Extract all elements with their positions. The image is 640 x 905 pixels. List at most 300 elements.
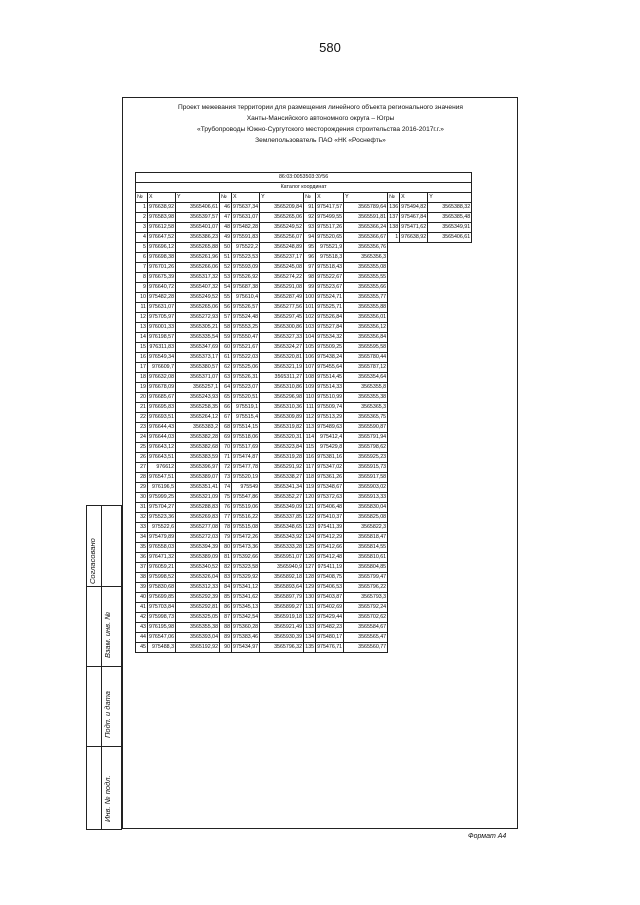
header-col-x: X bbox=[148, 193, 176, 203]
y-coordinate: 3565388,32 bbox=[428, 203, 472, 213]
point-number: 106 bbox=[304, 353, 316, 363]
point-number: 1 bbox=[388, 233, 400, 243]
table-body bbox=[136, 203, 472, 653]
empty-cell bbox=[388, 413, 400, 423]
y-coordinate: 3565382,28 bbox=[176, 433, 220, 443]
y-coordinate: 3565917,58 bbox=[344, 473, 388, 483]
y-coordinate: 3565355,38 bbox=[176, 623, 220, 633]
point-number: 7 bbox=[136, 263, 148, 273]
empty-cell bbox=[388, 443, 400, 453]
y-coordinate: 3565311,27 bbox=[260, 373, 304, 383]
point-number: 133 bbox=[304, 623, 316, 633]
table-row bbox=[136, 293, 472, 303]
table-row bbox=[136, 273, 472, 283]
y-coordinate: 3565406,61 bbox=[176, 203, 220, 213]
table-row bbox=[136, 633, 472, 643]
point-number: 62 bbox=[220, 363, 232, 373]
empty-cell bbox=[388, 303, 400, 313]
y-coordinate: 3565296,98 bbox=[260, 393, 304, 403]
y-coordinate: 3565394,39 bbox=[176, 543, 220, 553]
point-number: 42 bbox=[136, 613, 148, 623]
x-coordinate: 976696,12 bbox=[148, 243, 176, 253]
table-row bbox=[136, 503, 472, 513]
point-number: 6 bbox=[136, 253, 148, 263]
x-coordinate: 975341,12 bbox=[232, 583, 260, 593]
point-number: 73 bbox=[220, 473, 232, 483]
y-coordinate: 3565792,24 bbox=[344, 603, 388, 613]
point-number: 19 bbox=[136, 383, 148, 393]
x-coordinate: 975472,26 bbox=[232, 533, 260, 543]
point-number: 11 bbox=[136, 303, 148, 313]
y-coordinate: 3565899,27 bbox=[260, 603, 304, 613]
table-row bbox=[136, 553, 472, 563]
point-number: 95 bbox=[304, 243, 316, 253]
empty-cell bbox=[400, 603, 428, 613]
side-stamp bbox=[86, 505, 122, 830]
x-coordinate: 976059,21 bbox=[148, 563, 176, 573]
empty-cell bbox=[400, 333, 428, 343]
x-coordinate: 975637,34 bbox=[232, 203, 260, 213]
x-coordinate: 975514,33 bbox=[316, 383, 344, 393]
x-coordinate: 976640,72 bbox=[148, 283, 176, 293]
point-number: 43 bbox=[136, 623, 148, 633]
table-title: Каталог координат bbox=[136, 183, 472, 193]
y-coordinate: 3565897,79 bbox=[260, 593, 304, 603]
x-coordinate: 975476,71 bbox=[316, 643, 344, 653]
empty-cell bbox=[400, 323, 428, 333]
empty-cell bbox=[400, 453, 428, 463]
y-coordinate: 3565349,91 bbox=[428, 223, 472, 233]
header-line-3: «Трубопроводы Южно-Сургутского месторождения строительства 2016-2017г.г.» bbox=[197, 126, 444, 133]
empty-cell bbox=[388, 573, 400, 583]
point-number: 48 bbox=[220, 223, 232, 233]
point-number: 58 bbox=[220, 323, 232, 333]
x-coordinate: 975523,36 bbox=[148, 513, 176, 523]
x-coordinate: 975474,87 bbox=[232, 453, 260, 463]
point-number: 129 bbox=[304, 583, 316, 593]
point-number: 69 bbox=[220, 433, 232, 443]
stamp-divider bbox=[87, 586, 121, 587]
y-coordinate: 3565348,65 bbox=[260, 523, 304, 533]
x-coordinate: 975342,54 bbox=[232, 613, 260, 623]
x-coordinate: 975438,24 bbox=[316, 353, 344, 363]
y-coordinate: 3565355,8 bbox=[344, 383, 388, 393]
y-coordinate: 3565258,35 bbox=[176, 403, 220, 413]
empty-cell bbox=[428, 533, 472, 543]
empty-cell bbox=[400, 573, 428, 583]
x-coordinate: 976644,43 bbox=[148, 423, 176, 433]
x-coordinate: 975517,26 bbox=[316, 223, 344, 233]
empty-cell bbox=[388, 433, 400, 443]
y-coordinate: 3565366,67 bbox=[344, 233, 388, 243]
y-coordinate: 3565352,27 bbox=[260, 493, 304, 503]
y-coordinate: 3565915,73 bbox=[344, 463, 388, 473]
cadastral-row bbox=[136, 173, 472, 183]
table-row bbox=[136, 353, 472, 363]
y-coordinate: 3565349,09 bbox=[260, 503, 304, 513]
stamp-sign-date-label: Подп. и дата bbox=[103, 691, 112, 738]
point-number: 10 bbox=[136, 293, 148, 303]
point-number: 35 bbox=[136, 543, 148, 553]
empty-cell bbox=[428, 523, 472, 533]
point-number: 102 bbox=[304, 313, 316, 323]
x-coordinate: 975411,39 bbox=[316, 523, 344, 533]
empty-cell bbox=[388, 633, 400, 643]
y-coordinate: 3565560,77 bbox=[344, 643, 388, 653]
x-coordinate: 976195,98 bbox=[148, 623, 176, 633]
y-coordinate: 3565814,55 bbox=[344, 543, 388, 553]
y-coordinate: 3565565,47 bbox=[344, 633, 388, 643]
point-number: 112 bbox=[304, 413, 316, 423]
point-number: 39 bbox=[136, 583, 148, 593]
point-number: 74 bbox=[220, 483, 232, 493]
point-number: 44 bbox=[136, 633, 148, 643]
x-coordinate: 975518,3 bbox=[316, 253, 344, 263]
x-coordinate: 975467,84 bbox=[400, 213, 428, 223]
point-number: 77 bbox=[220, 513, 232, 523]
x-coordinate: 976647,52 bbox=[148, 233, 176, 243]
y-coordinate: 3565366,24 bbox=[344, 223, 388, 233]
y-coordinate: 3565265,88 bbox=[176, 243, 220, 253]
stamp-inv-original-label: Инв. № подл. bbox=[103, 775, 112, 822]
table-row bbox=[136, 333, 472, 343]
point-number: 88 bbox=[220, 623, 232, 633]
empty-cell bbox=[428, 513, 472, 523]
x-coordinate: 975455,64 bbox=[316, 363, 344, 373]
y-coordinate: 3565291,08 bbox=[260, 283, 304, 293]
point-number: 15 bbox=[136, 343, 148, 353]
point-number: 61 bbox=[220, 353, 232, 363]
point-number: 8 bbox=[136, 273, 148, 283]
x-coordinate: 975547,86 bbox=[232, 493, 260, 503]
y-coordinate: 3565347,69 bbox=[176, 343, 220, 353]
header-col-no: № bbox=[388, 193, 400, 203]
point-number: 132 bbox=[304, 613, 316, 623]
x-coordinate: 976001,33 bbox=[148, 323, 176, 333]
y-coordinate: 3565799,47 bbox=[344, 573, 388, 583]
x-coordinate: 975522,03 bbox=[232, 353, 260, 363]
y-coordinate: 3565292,81 bbox=[176, 603, 220, 613]
empty-cell bbox=[428, 593, 472, 603]
y-coordinate: 3565335,54 bbox=[176, 333, 220, 343]
point-number: 33 bbox=[136, 523, 148, 533]
y-coordinate: 3565325,05 bbox=[176, 613, 220, 623]
header-col-y: Y bbox=[344, 193, 388, 203]
empty-cell bbox=[388, 383, 400, 393]
y-coordinate: 3565385,48 bbox=[428, 213, 472, 223]
x-coordinate: 975515,08 bbox=[232, 523, 260, 533]
y-coordinate: 3565319,28 bbox=[260, 453, 304, 463]
empty-cell bbox=[428, 383, 472, 393]
x-coordinate: 975998,52 bbox=[148, 573, 176, 583]
x-coordinate: 975704,27 bbox=[148, 503, 176, 513]
x-coordinate: 975471,62 bbox=[400, 223, 428, 233]
point-number: 120 bbox=[304, 493, 316, 503]
x-coordinate: 975341,62 bbox=[232, 593, 260, 603]
header-col-no: № bbox=[304, 193, 316, 203]
y-coordinate: 3565272,93 bbox=[176, 313, 220, 323]
empty-cell bbox=[400, 473, 428, 483]
x-coordinate: 975323,58 bbox=[232, 563, 260, 573]
point-number: 89 bbox=[220, 633, 232, 643]
header-col-x: X bbox=[400, 193, 428, 203]
empty-cell bbox=[388, 423, 400, 433]
x-coordinate: 976695,83 bbox=[148, 403, 176, 413]
empty-cell bbox=[388, 493, 400, 503]
empty-cell bbox=[400, 503, 428, 513]
x-coordinate: 975360,28 bbox=[232, 623, 260, 633]
x-coordinate: 975510,99 bbox=[316, 393, 344, 403]
x-coordinate: 975521,9 bbox=[316, 243, 344, 253]
coordinate-catalog-table bbox=[135, 172, 472, 653]
empty-cell bbox=[388, 623, 400, 633]
empty-cell bbox=[400, 633, 428, 643]
empty-cell bbox=[388, 263, 400, 273]
y-coordinate: 3565389,07 bbox=[176, 473, 220, 483]
x-coordinate: 976471,32 bbox=[148, 553, 176, 563]
table-row bbox=[136, 643, 472, 653]
empty-cell bbox=[388, 553, 400, 563]
point-number: 12 bbox=[136, 313, 148, 323]
point-number: 113 bbox=[304, 423, 316, 433]
empty-cell bbox=[388, 353, 400, 363]
y-coordinate: 3565798,62 bbox=[344, 443, 388, 453]
y-coordinate: 3565249,52 bbox=[176, 293, 220, 303]
point-number: 20 bbox=[136, 393, 148, 403]
empty-cell bbox=[388, 593, 400, 603]
point-number: 41 bbox=[136, 603, 148, 613]
y-coordinate: 3565265,06 bbox=[260, 213, 304, 223]
y-coordinate: 3565913,33 bbox=[344, 493, 388, 503]
empty-cell bbox=[400, 493, 428, 503]
y-coordinate: 3565324,27 bbox=[260, 343, 304, 353]
empty-cell bbox=[388, 243, 400, 253]
x-coordinate: 975499,55 bbox=[316, 213, 344, 223]
table-row bbox=[136, 383, 472, 393]
empty-cell bbox=[388, 343, 400, 353]
x-coordinate: 975549 bbox=[232, 483, 260, 493]
point-number: 134 bbox=[304, 633, 316, 643]
y-coordinate: 3565317,32 bbox=[176, 273, 220, 283]
table-row bbox=[136, 523, 472, 533]
table-row bbox=[136, 303, 472, 313]
empty-cell bbox=[428, 443, 472, 453]
table-row bbox=[136, 543, 472, 553]
point-number: 13 bbox=[136, 323, 148, 333]
y-coordinate: 3565341,34 bbox=[260, 483, 304, 493]
x-coordinate: 975412,48 bbox=[316, 553, 344, 563]
x-coordinate: 976698,38 bbox=[148, 253, 176, 263]
empty-cell bbox=[400, 253, 428, 263]
x-coordinate: 975610,4 bbox=[232, 293, 260, 303]
x-coordinate: 975392,66 bbox=[232, 553, 260, 563]
empty-cell bbox=[428, 373, 472, 383]
y-coordinate: 3565893,64 bbox=[260, 583, 304, 593]
point-number: 96 bbox=[304, 253, 316, 263]
table-row bbox=[136, 363, 472, 373]
header-line-4: Землепользователь ПАО «НК «Роснефть» bbox=[255, 137, 386, 144]
x-coordinate: 976638,92 bbox=[400, 233, 428, 243]
empty-cell bbox=[400, 553, 428, 563]
stamp-agreed-label: Согласовано bbox=[88, 538, 97, 584]
y-coordinate: 3565810,61 bbox=[344, 553, 388, 563]
empty-cell bbox=[388, 533, 400, 543]
x-coordinate: 975526,31 bbox=[232, 373, 260, 383]
empty-cell bbox=[388, 563, 400, 573]
point-number: 109 bbox=[304, 383, 316, 393]
x-coordinate: 975473,36 bbox=[232, 543, 260, 553]
x-coordinate: 975699,85 bbox=[148, 593, 176, 603]
table-row bbox=[136, 443, 472, 453]
x-coordinate: 976609,7 bbox=[148, 363, 176, 373]
point-number: 91 bbox=[304, 203, 316, 213]
table-row bbox=[136, 343, 472, 353]
point-number: 36 bbox=[136, 553, 148, 563]
y-coordinate: 3565351,41 bbox=[176, 483, 220, 493]
y-coordinate: 3565277,08 bbox=[176, 523, 220, 533]
point-number: 37 bbox=[136, 563, 148, 573]
x-coordinate: 976558,03 bbox=[148, 543, 176, 553]
x-coordinate: 976644,03 bbox=[148, 433, 176, 443]
x-coordinate: 975687,38 bbox=[232, 283, 260, 293]
x-coordinate: 975705,97 bbox=[148, 313, 176, 323]
table-row bbox=[136, 573, 472, 583]
point-number: 117 bbox=[304, 463, 316, 473]
y-coordinate: 3565383,2 bbox=[176, 423, 220, 433]
table-row bbox=[136, 423, 472, 433]
point-number: 53 bbox=[220, 273, 232, 283]
empty-cell bbox=[428, 643, 472, 653]
empty-cell bbox=[400, 283, 428, 293]
y-coordinate: 3565320,31 bbox=[260, 433, 304, 443]
y-coordinate: 3565365,75 bbox=[344, 413, 388, 423]
y-coordinate: 3565590,87 bbox=[344, 423, 388, 433]
x-coordinate: 975434,97 bbox=[232, 643, 260, 653]
y-coordinate: 3565265,06 bbox=[176, 303, 220, 313]
point-number: 105 bbox=[304, 343, 316, 353]
stamp-inv-replace-label: Взам. инв. № bbox=[103, 611, 112, 658]
empty-cell bbox=[400, 243, 428, 253]
y-coordinate: 3565903,02 bbox=[344, 483, 388, 493]
x-coordinate: 975520,65 bbox=[316, 233, 344, 243]
x-coordinate: 975408,75 bbox=[316, 573, 344, 583]
x-coordinate: 975329,92 bbox=[232, 573, 260, 583]
table-row bbox=[136, 463, 472, 473]
point-number: 50 bbox=[220, 243, 232, 253]
x-coordinate: 975406,53 bbox=[316, 583, 344, 593]
table-header-row bbox=[136, 193, 472, 203]
y-coordinate: 3565940,9 bbox=[260, 563, 304, 573]
x-coordinate: 975524,48 bbox=[232, 313, 260, 323]
point-number: 63 bbox=[220, 373, 232, 383]
empty-cell bbox=[388, 503, 400, 513]
x-coordinate: 976685,67 bbox=[148, 393, 176, 403]
x-coordinate: 975488,3 bbox=[148, 643, 176, 653]
y-coordinate: 3565789,64 bbox=[344, 203, 388, 213]
point-number: 75 bbox=[220, 493, 232, 503]
y-coordinate: 3565269,83 bbox=[176, 513, 220, 523]
y-coordinate: 3565791,94 bbox=[344, 433, 388, 443]
point-number: 110 bbox=[304, 393, 316, 403]
table-row bbox=[136, 493, 472, 503]
point-number: 138 bbox=[388, 223, 400, 233]
empty-cell bbox=[428, 423, 472, 433]
empty-cell bbox=[428, 483, 472, 493]
header-col-x: X bbox=[232, 193, 260, 203]
point-number: 107 bbox=[304, 363, 316, 373]
y-coordinate: 3565309,89 bbox=[260, 413, 304, 423]
x-coordinate: 975410,37 bbox=[316, 513, 344, 523]
point-number: 34 bbox=[136, 533, 148, 543]
x-coordinate: 975631,07 bbox=[232, 213, 260, 223]
x-coordinate: 975527,84 bbox=[316, 323, 344, 333]
x-coordinate: 975631,07 bbox=[148, 303, 176, 313]
empty-cell bbox=[388, 293, 400, 303]
y-coordinate: 3565702,62 bbox=[344, 613, 388, 623]
y-coordinate: 3565919,18 bbox=[260, 613, 304, 623]
x-coordinate: 975519,06 bbox=[232, 503, 260, 513]
empty-cell bbox=[388, 393, 400, 403]
y-coordinate: 3565343,92 bbox=[260, 533, 304, 543]
point-number: 18 bbox=[136, 373, 148, 383]
empty-cell bbox=[428, 263, 472, 273]
empty-cell bbox=[428, 303, 472, 313]
empty-cell bbox=[388, 403, 400, 413]
empty-cell bbox=[400, 623, 428, 633]
point-number: 57 bbox=[220, 313, 232, 323]
x-coordinate: 975403,87 bbox=[316, 593, 344, 603]
point-number: 127 bbox=[304, 563, 316, 573]
x-coordinate: 975522,2 bbox=[232, 243, 260, 253]
x-coordinate: 976678,09 bbox=[148, 383, 176, 393]
empty-cell bbox=[428, 543, 472, 553]
x-coordinate: 975489,63 bbox=[316, 423, 344, 433]
empty-cell bbox=[400, 353, 428, 363]
point-number: 24 bbox=[136, 433, 148, 443]
x-coordinate: 975412,4 bbox=[316, 433, 344, 443]
empty-cell bbox=[400, 513, 428, 523]
point-number: 32 bbox=[136, 513, 148, 523]
x-coordinate: 975479,89 bbox=[148, 533, 176, 543]
empty-cell bbox=[428, 413, 472, 423]
y-coordinate: 3565192,92 bbox=[176, 643, 220, 653]
x-coordinate: 975482,28 bbox=[232, 223, 260, 233]
x-coordinate: 975482,28 bbox=[148, 293, 176, 303]
point-number: 130 bbox=[304, 593, 316, 603]
point-number: 25 bbox=[136, 443, 148, 453]
empty-cell bbox=[400, 393, 428, 403]
y-coordinate: 3565249,52 bbox=[260, 223, 304, 233]
y-coordinate: 3565297,45 bbox=[260, 313, 304, 323]
empty-cell bbox=[388, 273, 400, 283]
y-coordinate: 3565951,07 bbox=[260, 553, 304, 563]
x-coordinate: 975516,22 bbox=[232, 513, 260, 523]
point-number: 108 bbox=[304, 373, 316, 383]
table-row bbox=[136, 253, 472, 263]
point-number: 119 bbox=[304, 483, 316, 493]
x-coordinate: 975523,67 bbox=[316, 283, 344, 293]
x-coordinate: 975509,74 bbox=[316, 403, 344, 413]
table-row bbox=[136, 313, 472, 323]
empty-cell bbox=[428, 273, 472, 283]
table-row bbox=[136, 623, 472, 633]
y-coordinate: 3565406,61 bbox=[428, 233, 472, 243]
empty-cell bbox=[400, 363, 428, 373]
header-col-x: X bbox=[316, 193, 344, 203]
table-row bbox=[136, 403, 472, 413]
x-coordinate: 975526,57 bbox=[232, 303, 260, 313]
x-coordinate: 975372,63 bbox=[316, 493, 344, 503]
